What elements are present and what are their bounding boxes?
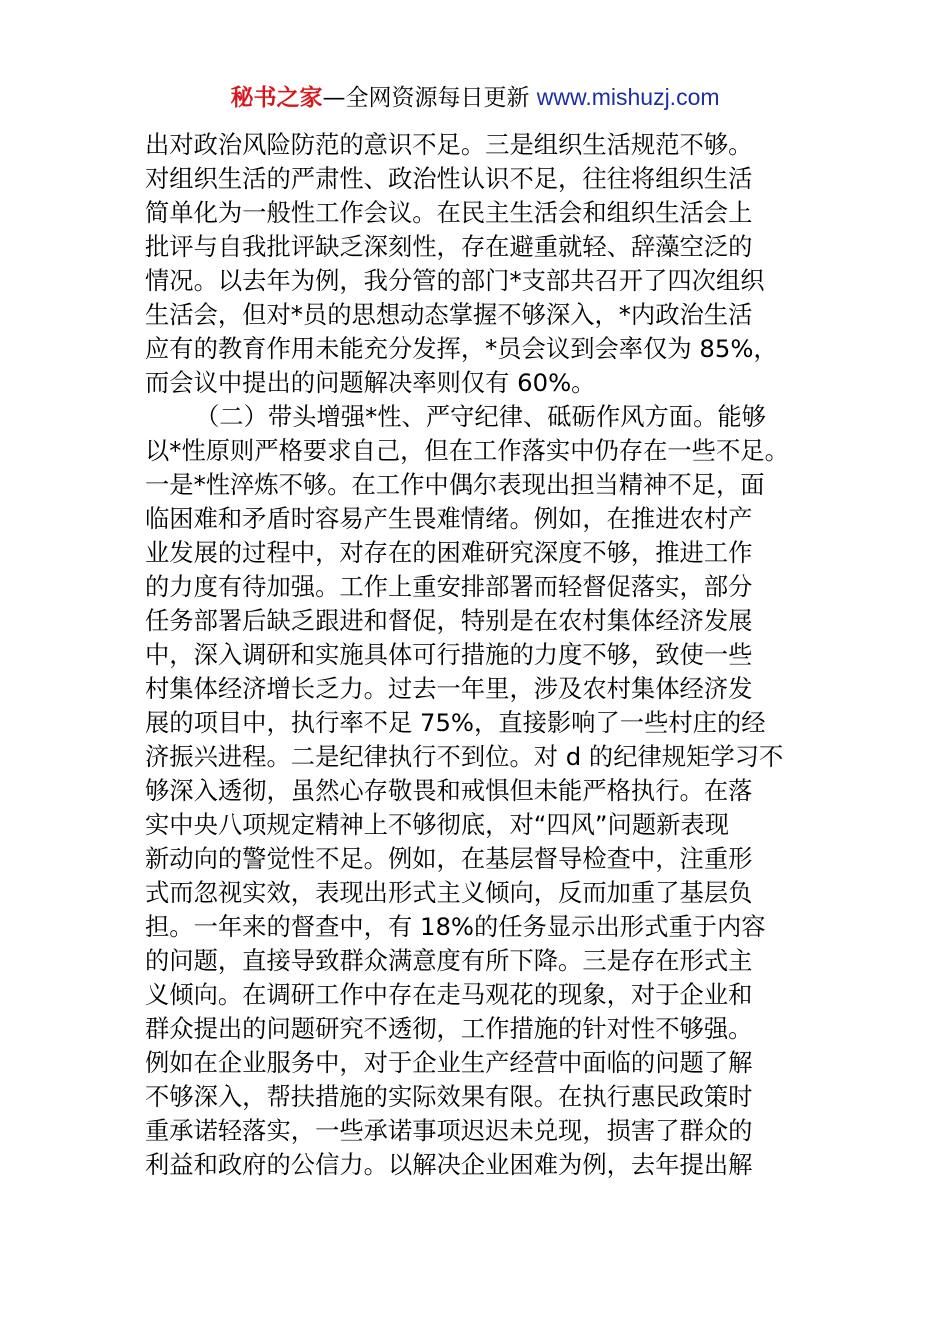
text-line: 式而忽视实效，表现出形式主义倾向，反而加重了基层负 [145, 878, 753, 907]
text-line: 的力度有待加强。工作上重安排部署而轻督促落实，部分 [145, 572, 753, 601]
text-line: 义倾向。在调研工作中存在走马观花的现象，对于企业和 [145, 980, 753, 1009]
text-line: 对组织生活的严肃性、政治性认识不足，往往将组织生活 [145, 164, 753, 193]
text-line: 的问题，直接导致群众满意度有所下降。三是存在形式主 [145, 946, 753, 975]
text-line: 重承诺轻落实，一些承诺事项迟迟未兑现，损害了群众的 [145, 1116, 753, 1145]
text-line: 业发展的过程中，对存在的困难研究深度不够，推进工作 [145, 538, 753, 567]
text-line: 出对政治风险防范的意识不足。三是组织生活规范不够。 [145, 130, 753, 159]
text-line: 村集体经济增长乏力。过去一年里，涉及农村集体经济发 [145, 674, 753, 703]
brand-name: 秘书之家 [230, 85, 323, 111]
text-line: 济振兴进程。二是纪律执行不到位。对 d 的纪律规矩学习不 [145, 742, 784, 771]
text-line: 批评与自我批评缺乏深刻性，存在避重就轻、辞藻空泛的 [145, 232, 753, 261]
text-line: 临困难和矛盾时容易产生畏难情绪。例如，在推进农村产 [145, 504, 753, 533]
text-line: 而会议中提出的问题解决率则仅有 60%。 [145, 368, 596, 397]
text-line: 实中央八项规定精神上不够彻底，对“四风”问题新表现 [145, 810, 730, 839]
text-line: 群众提出的问题研究不透彻，工作措施的针对性不够强。 [145, 1014, 753, 1043]
text-line: 不够深入，帮扶措施的实际效果有限。在执行惠民政策时 [145, 1082, 753, 1111]
text-line: 一是*性淬炼不够。在工作中偶尔表现出担当精神不足，面 [145, 470, 765, 499]
document-body [145, 128, 825, 1182]
text-line: 利益和政府的公信力。以解决企业困难为例，去年提出解 [145, 1150, 753, 1179]
text-line: 新动向的警觉性不足。例如，在基层督导检查中，注重形 [145, 844, 753, 873]
page-header [0, 80, 950, 115]
text-line: 情况。以去年为例，我分管的部门*支部共召开了四次组织 [145, 266, 765, 295]
text-line: 以*性原则严格要求自己，但在工作落实中仍存在一些不足。 [145, 436, 789, 465]
section-heading-line: （二）带头增强*性、严守纪律、砥砺作风方面。能够 [195, 402, 766, 431]
text-line: 中，深入调研和实施具体可行措施的力度不够，致使一些 [145, 640, 753, 669]
text-line: 任务部署后缺乏跟进和督促，特别是在农村集体经济发展 [145, 606, 753, 635]
text-line: 应有的教育作用未能充分发挥，*员会议到会率仅为 85%， [145, 334, 778, 363]
text-line: 担。一年来的督查中，有 18%的任务显示出形式重于内容 [145, 912, 766, 941]
text-line: 生活会，但对*员的思想动态掌握不够深入，*内政治生活 [145, 300, 753, 329]
text-line: 简单化为一般性工作会议。在民主生活会和组织生活会上 [145, 198, 753, 227]
header-tagline: —全网资源每日更新 [322, 85, 530, 111]
text-line: 例如在企业服务中，对于企业生产经营中面临的问题了解 [145, 1048, 753, 1077]
text-line: 展的项目中，执行率不足 75%，直接影响了一些村庄的经 [145, 708, 766, 737]
text-line: 够深入透彻，虽然心存敬畏和戒惧但未能严格执行。在落 [145, 776, 753, 805]
header-url-link[interactable]: www.mishuzj.com [536, 84, 720, 110]
